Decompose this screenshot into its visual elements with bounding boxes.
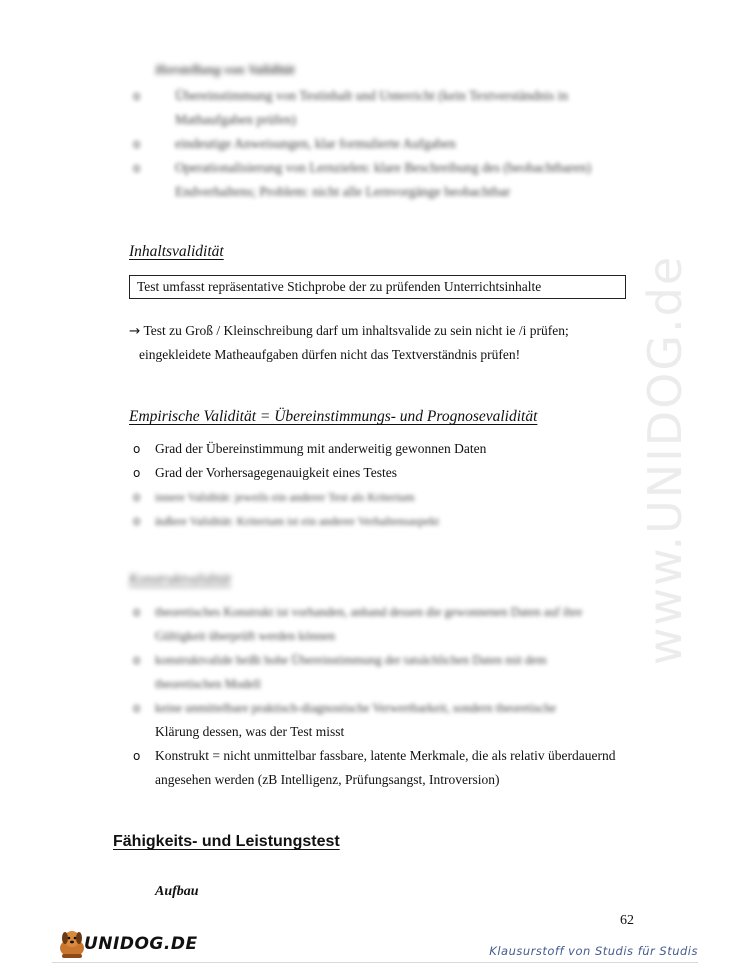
list-bullet: o: [133, 466, 141, 480]
definition-box: Test umfasst repräsentative Stichprobe der zu prüfenden Unterrichtsinhalte: [129, 275, 626, 299]
list-item: Operationalisierung von Lernzielen: klare Beschreibung des (beobachtbaren): [175, 160, 592, 175]
unidog-logo: [54, 928, 198, 960]
list-item: äußere Validität: Kriterium ist ein anderer Verhaltensaspekt: [155, 514, 440, 528]
list-item: eindeutige Anweisungen, klar formulierte Aufgaben: [175, 136, 456, 151]
list-item: Gültigkeit überprüft werden können: [155, 629, 336, 643]
blurred-konstrukt-list: [0, 600, 750, 720]
konstrukt-clear-line: Klärung dessen, was der Test misst: [155, 724, 345, 739]
list-item: konstruktvalide heißt hohe Übereinstimmung der tatsächlichen Daten mit dem: [155, 653, 547, 667]
watermark-text: www.UNIDOG.de: [638, 254, 692, 666]
list-bullet: o: [133, 749, 141, 763]
list-item: Grad der Übereinstimmung mit anderweitig gewonnen Daten: [155, 441, 487, 456]
blurred-top-list: [0, 84, 750, 214]
list-bullet: o: [133, 89, 141, 103]
list-item: Grad der Vorhersagegenauigkeit eines Testes: [155, 465, 397, 480]
list-item: Mathaufgaben prüfen): [175, 112, 297, 127]
page-number: 62: [620, 913, 634, 928]
konstrukt-definition-2: angesehen werden (zB Intelligenz, Prüfungsangst, Introversion): [155, 772, 500, 787]
list-bullet: o: [133, 701, 141, 715]
list-item: Übereinstimmung von Testinhalt und Unterricht (kein Textverständnis in: [175, 88, 569, 103]
inhaltsvaliditaet-heading: Inhaltsvalidität: [129, 243, 224, 260]
list-bullet: o: [133, 605, 141, 619]
list-bullet: o: [133, 442, 141, 456]
subheading: Aufbau: [155, 884, 199, 899]
empirische-list: [0, 437, 750, 537]
blurred-heading: Herstellung von Validität: [155, 62, 295, 77]
konstrukt-heading: Konstruktvalidität: [129, 572, 231, 587]
note-line-2: eingekleidete Matheaufgaben dürfen nicht das Textverständnis prüfen!: [139, 347, 521, 362]
list-bullet: o: [133, 137, 141, 151]
list-bullet: o: [133, 653, 141, 667]
footer-tagline: Klausurstoff von Studis für Studis: [489, 944, 698, 958]
logo-text: UNIDOG.DE: [84, 934, 198, 954]
note-line-1: [129, 319, 569, 343]
list-item: Endverhaltens; Problem: nicht alle Lernvorgänge beobachtbar: [175, 184, 511, 199]
list-item: innere Validität: jeweils ein anderer Test als Kriterium: [155, 490, 415, 504]
list-bullet: o: [133, 161, 141, 175]
empirische-heading: Empirische Validität = Übereinstimmungs- und Prognosevalidität: [129, 408, 538, 425]
konstrukt-definition-1: Konstrukt = nicht unmittelbar fassbare, latente Merkmale, die als relativ überdauernd: [155, 748, 616, 763]
arrow-icon: →: [129, 323, 141, 339]
list-item: keine unmittelbare praktisch-diagnostische Verwertbarkeit, sondern theoretische: [155, 701, 557, 715]
footer-divider: [52, 962, 698, 963]
note-text-1: Test zu Groß / Kleinschreibung darf um inhaltsvalide zu sein nicht ie /i prüfen;: [143, 323, 569, 338]
list-bullet: o: [133, 490, 141, 504]
list-item: theoretisches Konstrukt ist vorhanden, anhand dessen die gewonnenen Daten auf ihre: [155, 605, 583, 619]
list-bullet: o: [133, 514, 141, 528]
section-heading: Fähigkeits- und Leistungstest: [113, 833, 340, 850]
blurred-empirische-items: [0, 485, 750, 535]
list-item: theoretischen Modell: [155, 677, 261, 691]
